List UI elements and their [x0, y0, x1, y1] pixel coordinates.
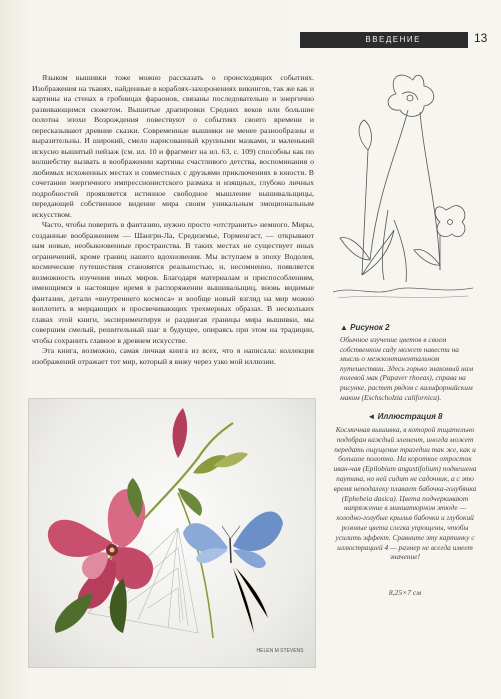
blue-butterfly — [183, 511, 283, 568]
paragraph-2: Часто, чтобы поверить в фантазию, нужно просто «отстранить» немного. Миры, созданные воображением — Шангри-Ла, Средиземье, Горменгаст, — открывают нам новые, необыкновенные пространства. В таких местах не существует иных ограничений, кроме границ нашего вдохновения. Мы вступаем в эпоху Водолея, космические путешествия становятся реальностью, и, несомненно, появляется возможность изучения иных миров. Благодаря материалам и приспособлениям, имеющимся в настоящее время в распоряжении вышивальщиц, вновь видимые фантазии, детали «внутреннего космоса» и вообще новый взгляд на мир можно воплотить в мерцающих и просвечивающих трехмерных образах. В нескольких главах этой книги, экспериментируя и раздвигая границы мира вышивки, мы совершим смелый, решительный шаг в будущее, опираясь при этом на традиции, чтобы сохранить главное в древнем искусстве. — [32, 220, 314, 345]
stem-lower — [178, 493, 213, 638]
paragraph-3: Эта книга, возможно, самая личная книга из всех, что я написала: коллекция изображений отражает тот мир, который я вижу через узко мой иллюзии. — [32, 346, 314, 366]
page-number: 13 — [474, 31, 488, 45]
pink-bud — [173, 408, 188, 458]
figure-2-label: ▲ Рисунок 2 — [340, 323, 390, 332]
stitch-strands — [233, 568, 268, 633]
signature: HELEN M STEVENS — [256, 648, 304, 654]
poppy-line-drawing — [328, 60, 478, 310]
illustration-8-size: 8,25×7 см — [388, 588, 422, 597]
embroidery-artwork — [28, 398, 316, 668]
embroidery-photo — [28, 398, 316, 668]
body-text — [32, 73, 314, 367]
leaf-1 — [55, 593, 93, 633]
paragraph-1: Языком вышивки тоже можно рассказать о происходящих событиях. Изображения на тканях, найденные в кораблях-захоронениях викингов, так же как и картины на стенах в гробницах фараонов, связаны последовательно и энергично развивающимся сюжетом. Вышитые драпировки Средних веков или большие полотна эпохи Возрождения повествуют о событиях своего времени и пересказывают древние сказки. Современные вышивки не менее разнообразны и выразительны. И широкий, смело нарисованный крупными мазками, и маленький искусно вышитый пейзаж (см. ил. 10 и фрагмент на ил. 63, с. 109) способны как по волшебству вызвать в воображении картины счастливого детства, воспоминания о любимых исхоженных местах и совместных с друзьями приключениях в юности. В сочетании энергичного импрессионистского размаха и изящных, глубоко личных подробностей проявляется истинное свободное мышление вышивальщицы, передающей собственное видение мира своим уникальным эмоциональным искусством. — [32, 73, 314, 219]
illustration-8-label: ◄ Иллюстрация 8 — [367, 412, 443, 421]
section-title: ВВЕДЕНИЕ — [365, 35, 421, 44]
illustration-8-caption: Космичная вышивка, в которой тщательно подобран каждый элемент, иногда может передать ощущение трагедии так же, как и большое полотно. На короткое отросток иван-чая (Epilobium angustifolium) подвешена паутина, но ней сидит не садочник, а с это время неподалеку плавает бабочка-голубянка (Ephebeia dasica). Цвета подчеркивают напряжение в миниатюрном этюде — холодно-голубые крылья бабочки и глубокий розовые цвета слегка упрощены, чтобы усилить эффект. Сравните эту картинку с иллюстрацией 4 — размер не всегда имеет значение! — [333, 425, 477, 562]
figure-2-caption: Обычное изучение цветов в своем собственном саду может навести на мысль о межконтинентальном путешествии. Здесь горько знакомый нам полевой мак (Papaver rhoeas), справа на рисунке, растет рядом с калифорнийским маком (Eschscholzia californica). — [340, 335, 474, 402]
